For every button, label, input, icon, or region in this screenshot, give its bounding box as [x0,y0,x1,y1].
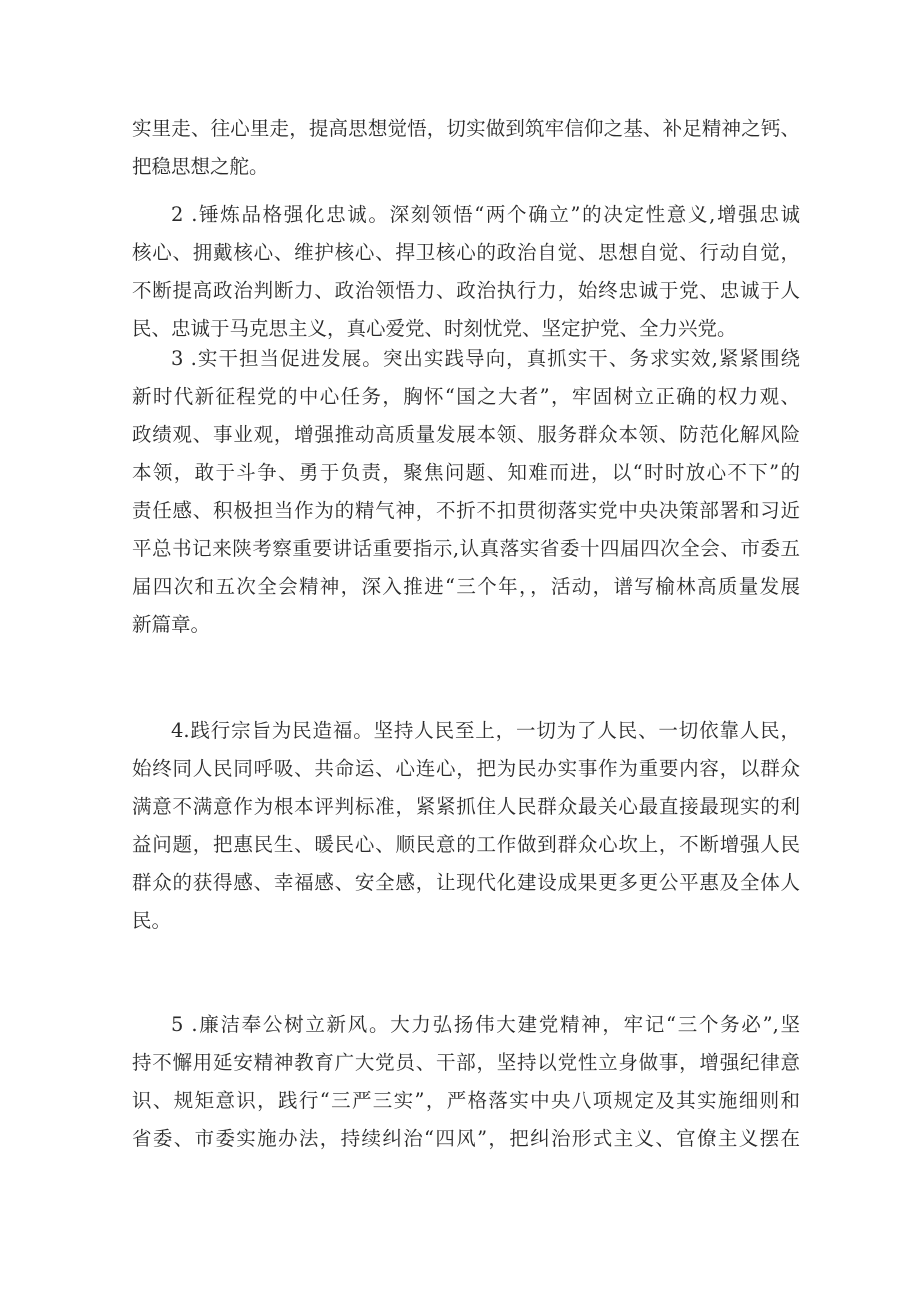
text-line: 不断提高政治判断力、政治领悟力、政治执行力，始终忠诚于党、忠诚于人 [132,279,800,302]
text-line: 4.践行宗旨为民造福。坚持人民至上，一切为了人民、一切依靠人民， [171,719,800,742]
text-line: 新篇章。 [132,613,211,636]
paragraph-1 [132,110,800,186]
paragraph-3 [132,340,800,644]
text-line: 5 .廉洁奉公树立新风。大力弘扬伟大建党精神，牢记“三个务必”,坚 [171,1013,800,1036]
text-line: 民、忠诚于马克思主义，真心爱党、时刻忧党、坚定护党、全力兴党。 [132,317,737,340]
text-line: 益问题，把惠民生、暖民心、顺民意的工作做到群众心坎上，不断增强人民 [132,833,800,856]
text-line: 持不懈用延安精神教育广大党员、干部，坚持以党性立身做事，增强纪律意 [132,1051,800,1074]
paragraph-2 [132,196,800,348]
text-line: 实里走、往心里走，提高思想觉悟，切实做到筑牢信仰之基、补足精神之钙、 [132,117,800,140]
text-line: 2 .锤炼品格强化忠诚。深刻领悟“两个确立”的决定性意义,增强忠诚 [171,203,800,226]
text-line: 平总书记来陕考察重要讲话重要指示,认真落实省委十四届四次全会、市委五 [132,537,800,560]
text-line: 本领，敢于斗争、勇于负责，聚焦问题、知难而进，以“时时放心不下”的 [132,461,800,484]
paragraph-5 [132,1006,800,1158]
text-line: 新时代新征程党的中心任务，胸怀“国之大者”，牢固树立正确的权力观、 [132,385,800,408]
text-line: 满意不满意作为根本评判标准，紧紧抓住人民群众最关心最直接最现实的利 [132,795,800,818]
paragraph-4 [132,712,800,940]
text-line: 民。 [132,909,172,932]
text-line: 省委、市委实施办法，持续纠治“四风”，把纠治形式主义、官僚主义摆在 [132,1127,800,1150]
text-line: 政绩观、事业观，增强推动高质量发展本领、服务群众本领、防范化解风险 [132,423,800,446]
text-line: 核心、拥戴核心、维护核心、捍卫核心的政治自觉、思想自觉、行动自觉， [132,241,800,264]
text-line: 届四次和五次全会精神，深入推进“三个年，，活动，谱写榆林高质量发展 [132,575,800,598]
text-line: 责任感、积极担当作为的精气神，不折不扣贯彻落实党中央决策部署和习近 [132,499,800,522]
text-line: 3 .实干担当促进发展。突出实践导向，真抓实干、务求实效,紧紧围绕 [171,347,800,370]
text-line: 群众的获得感、幸福感、安全感，让现代化建设成果更多更公平惠及全体人 [132,871,800,894]
text-line: 识、规矩意识，践行“三严三实”，严格落实中央八项规定及其实施细则和 [132,1089,800,1112]
text-line: 始终同人民同呼吸、共命运、心连心，把为民办实事作为重要内容，以群众 [132,757,800,780]
text-line: 把稳思想之舵。 [132,155,269,178]
